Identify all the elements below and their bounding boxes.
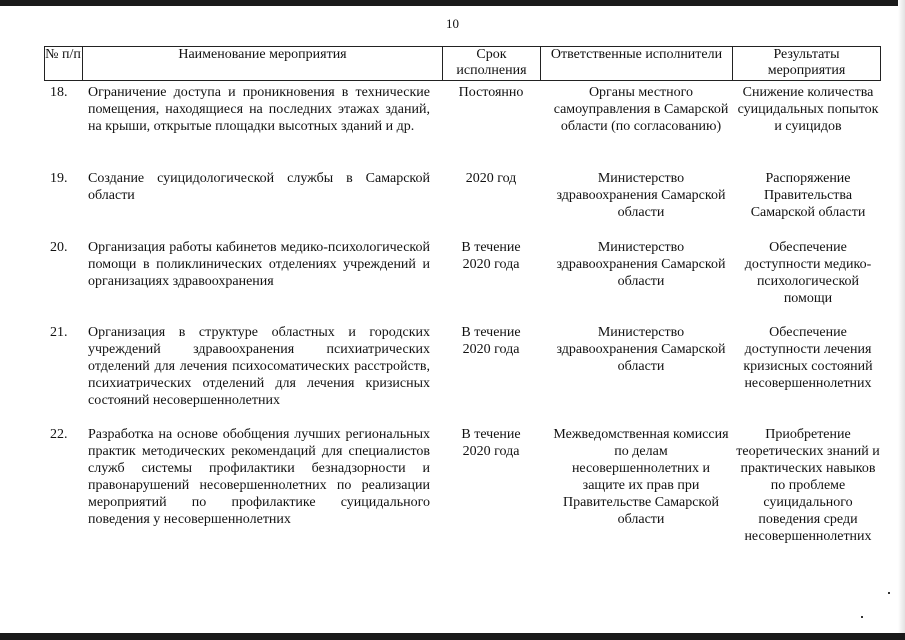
row-number: 18. [50, 85, 68, 100]
activity-name: Организация в структуре областных и городских учреждений здравоохранения психиатрических отделений для лечения психосоматических расстройств, психиатрических отделений для лечения кризисных состояний несовершеннолетних [88, 325, 430, 408]
row-number: 20. [50, 240, 68, 255]
activity-name: Организация работы кабинетов медико-психологической помощи в поликлинических отделениях учреждений и организациях здравоохранения [88, 240, 430, 289]
header-term: Срок исполнения [456, 47, 527, 78]
activity-term: В течение 2020 года [461, 325, 521, 357]
activity-result: Обеспечение доступности лечения кризисных состояний несовершеннолетних [743, 325, 873, 391]
scan-edge-right [898, 0, 905, 640]
scan-speck [888, 592, 890, 594]
header-bottom-border [44, 80, 881, 81]
header-responsible: Ответственные исполнители [550, 47, 723, 62]
activity-name: Создание суицидологической службы в Самарской области [88, 171, 430, 203]
activity-term: В течение 2020 года [461, 427, 521, 459]
column-border [880, 46, 881, 80]
header-result: Результаты мероприятия [767, 47, 846, 78]
activity-result: Распоряжение Правительства Самарской области [750, 171, 866, 220]
activity-responsible: Министерство здравоохранения Самарской области [556, 171, 726, 220]
activity-responsible: Органы местного самоуправления в Самарской области (по согласованию) [553, 85, 729, 134]
activity-responsible: Министерство здравоохранения Самарской области [556, 240, 726, 289]
activity-result: Снижение количества суицидальных попыток и суицидов [737, 85, 879, 134]
row-number: 19. [50, 171, 68, 186]
header-activity-name: Наименование мероприятия [178, 47, 347, 62]
scan-border-bottom [0, 633, 905, 640]
activity-result: Приобретение теоретических знаний и практических навыков по проблеме суицидального поведения среди несовершеннолетних [736, 427, 880, 544]
activity-term: В течение 2020 года [461, 240, 521, 272]
header-number: № п/п [45, 47, 81, 62]
activity-responsible: Межведомственная комиссия по делам несовершеннолетних и защите их прав при Правительстве Самарской области [553, 427, 729, 527]
row-number: 21. [50, 325, 68, 340]
scan-border-top [0, 0, 905, 6]
page-number: 10 [446, 16, 459, 31]
row-number: 22. [50, 427, 68, 442]
scan-speck [861, 616, 863, 618]
activity-responsible: Министерство здравоохранения Самарской области [556, 325, 726, 374]
activity-term: Постоянно [458, 85, 524, 100]
activity-term: 2020 год [465, 171, 517, 186]
activity-name: Ограничение доступа и проникновения в технические помещения, находящиеся на последних этажах зданий, на крыши, открытые площадки высотных зданий и др. [88, 85, 430, 134]
activity-result: Обеспечение доступности медико-психологической помощи [744, 240, 872, 306]
activity-name: Разработка на основе обобщения лучших региональных практик методических рекомендаций для специалистов служб системы профилактики безнадзорности и правонарушений несовершеннолетних по реализации мероприятий по профилактике суицидального поведения у несовершеннолетних [88, 427, 430, 527]
